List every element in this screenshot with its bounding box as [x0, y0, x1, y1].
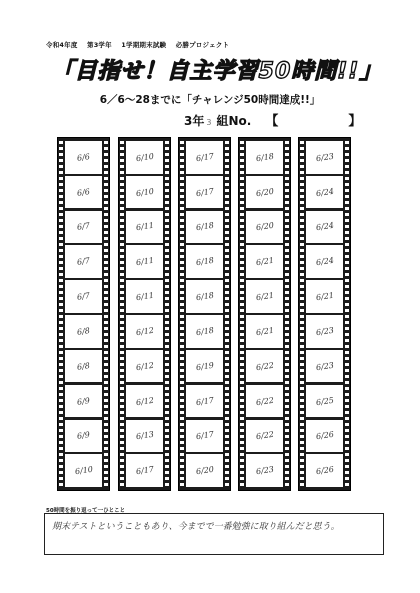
- film-frame: 6/18: [246, 141, 283, 174]
- film-frame: 6/18: [186, 280, 223, 313]
- film-frame: 6/12: [126, 350, 163, 383]
- film-strip-5: [298, 137, 351, 491]
- sprocket-holes: [300, 141, 304, 487]
- sprocket-holes: [59, 141, 63, 487]
- sprocket-holes: [225, 141, 229, 487]
- film-frame: 6/23: [306, 350, 343, 383]
- sprocket-holes: [180, 141, 184, 487]
- film-frame: 6/17: [126, 454, 163, 487]
- film-frame: 6/9: [65, 385, 102, 418]
- film-strip-1: [57, 137, 110, 491]
- header-exam: 1学期期末試験: [121, 41, 167, 49]
- sprocket-holes: [240, 141, 244, 487]
- film-frame: 6/7: [65, 280, 102, 313]
- film-frame: 6/11: [126, 280, 163, 313]
- header-project: 必勝プロジェクト: [175, 41, 230, 49]
- film-frame: 6/6: [65, 141, 102, 174]
- film-frame: 6/21: [246, 280, 283, 313]
- film-frame: 6/9: [65, 420, 102, 453]
- film-frame: 6/12: [126, 315, 163, 348]
- page-title: 「目指せ！自主学習50時間!!」: [51, 58, 383, 84]
- class-number-field: [184, 110, 361, 129]
- film-frame: 6/18: [186, 245, 223, 278]
- film-frame: 6/24: [306, 176, 343, 209]
- film-frame: 6/17: [186, 420, 223, 453]
- film-frame: 6/11: [126, 211, 163, 244]
- film-frame: 6/22: [246, 350, 283, 383]
- film-frame: 6/17: [186, 176, 223, 209]
- film-frame: 6/20: [246, 176, 283, 209]
- sprocket-holes: [165, 141, 169, 487]
- header-line: [46, 40, 236, 49]
- film-frame: 6/24: [306, 211, 343, 244]
- film-frame: 6/17: [186, 385, 223, 418]
- class-handwritten: 3: [206, 118, 212, 127]
- sprocket-holes: [120, 141, 124, 487]
- film-frame: 6/20: [186, 454, 223, 487]
- sprocket-holes: [104, 141, 108, 487]
- film-frame: 6/23: [306, 141, 343, 174]
- film-frame: 6/26: [306, 420, 343, 453]
- film-frame: 6/18: [186, 211, 223, 244]
- film-frame: 6/6: [65, 176, 102, 209]
- film-frame: 6/24: [306, 245, 343, 278]
- bracket-open: 【: [265, 114, 279, 129]
- film-frame: 6/8: [65, 350, 102, 383]
- film-frame: 6/21: [246, 315, 283, 348]
- film-frame: 6/7: [65, 245, 102, 278]
- film-frame: 6/23: [306, 315, 343, 348]
- kumi-no-label: 組No.: [216, 114, 252, 128]
- film-frame: 6/21: [306, 280, 343, 313]
- film-frame: 6/21: [246, 245, 283, 278]
- film-strip-4: [238, 137, 291, 491]
- film-frame: 6/18: [186, 315, 223, 348]
- header-year: 令和4年度: [46, 41, 78, 49]
- film-frame: 6/22: [246, 420, 283, 453]
- film-frame: 6/8: [65, 315, 102, 348]
- film-frame: 6/25: [306, 385, 343, 418]
- sprocket-holes: [285, 141, 289, 487]
- film-frame: 6/10: [126, 141, 163, 174]
- header-grade: 第3学年: [87, 41, 112, 49]
- subtitle: 6／6～28までに「チャレンジ50時間達成!!」: [99, 94, 321, 106]
- film-frame: 6/10: [65, 454, 102, 487]
- film-frame: 6/19: [186, 350, 223, 383]
- sprocket-holes: [345, 141, 349, 487]
- film-frame: 6/26: [306, 454, 343, 487]
- film-strip-2: [118, 137, 171, 491]
- bracket-close: 】: [348, 114, 362, 129]
- film-frame: 6/12: [126, 385, 163, 418]
- comment-text: 期末テストということもあり、今までで一番勉強に取り組んだと思う。: [52, 522, 340, 532]
- film-strip-3: [178, 137, 231, 491]
- film-frame: 6/23: [246, 454, 283, 487]
- film-frame: 6/10: [126, 176, 163, 209]
- film-frame: 6/7: [65, 211, 102, 244]
- film-frame: 6/11: [126, 245, 163, 278]
- film-frame: 6/17: [186, 141, 223, 174]
- film-frame: 6/22: [246, 385, 283, 418]
- film-frame: 6/20: [246, 211, 283, 244]
- film-frame: 6/13: [126, 420, 163, 453]
- comment-label: 50時間を振り返って一ひとこと: [46, 508, 126, 514]
- grade-label: 3年: [184, 114, 205, 128]
